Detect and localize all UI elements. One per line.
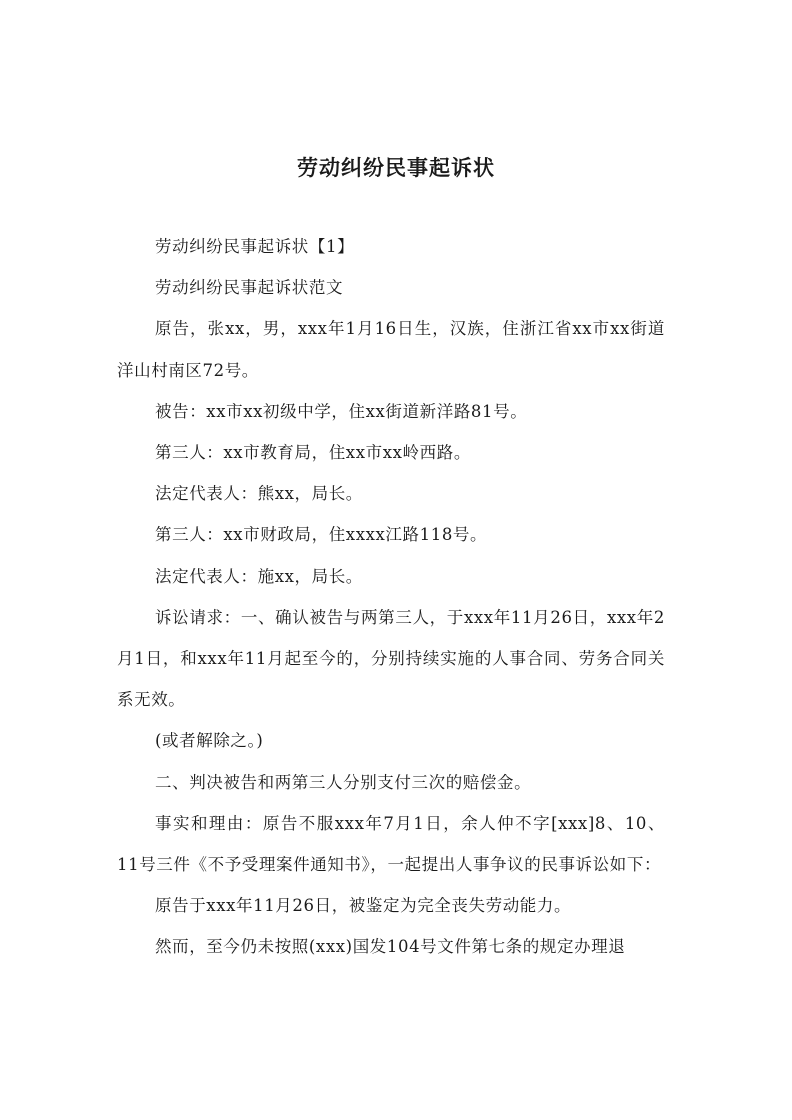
paragraph-third-party-2: 第三人：xx市财政局，住xxxx江路118号。: [155, 525, 488, 545]
paragraph-claims-note: (或者解除之。): [155, 731, 264, 751]
paragraph-plaintiff: 原告，张xx，男，xxx年1月16日生，汉族，住浙江省xx市xx街道洋山村南区72号。: [117, 319, 665, 380]
document-body: [117, 226, 665, 968]
paragraph-defendant: 被告：xx市xx初级中学，住xx街道新洋路81号。: [155, 401, 528, 421]
paragraph-representative-2: 法定代表人：施xx，局长。: [155, 566, 363, 586]
paragraph-claims: 诉讼请求：一、确认被告与两第三人，于xxx年11月26日，xxx年2月1日，和xxx年11月起至今的，分别持续实施的人事合同、劳务合同关系无效。: [117, 607, 665, 710]
paragraph-facts: 事实和理由：原告不服xxx年7月1日，余人仲不字[xxx]8、10、11号三件《不予受理案件通知书》，一起提出人事争议的民事诉讼如下：: [117, 813, 665, 875]
paragraph-facts-2: 原告于xxx年11月26日，被鉴定为完全丧失劳动能力。: [155, 896, 572, 916]
document-title: 劳动纠纷民事起诉状: [297, 156, 495, 180]
paragraph-facts-3: 然而，至今仍未按照(xxx)国发104号文件第七条的规定办理退: [155, 937, 626, 957]
paragraph-claims-2: 二、判决被告和两第三人分别支付三次的赔偿金。: [155, 772, 532, 792]
paragraph-subheading: 劳动纠纷民事起诉状范文: [155, 278, 344, 298]
paragraph-representative-1: 法定代表人：熊xx，局长。: [155, 484, 363, 504]
paragraph-heading: 劳动纠纷民事起诉状【1】: [155, 237, 355, 256]
paragraph-third-party-1: 第三人：xx市教育局，住xx市xx岭西路。: [155, 443, 471, 463]
